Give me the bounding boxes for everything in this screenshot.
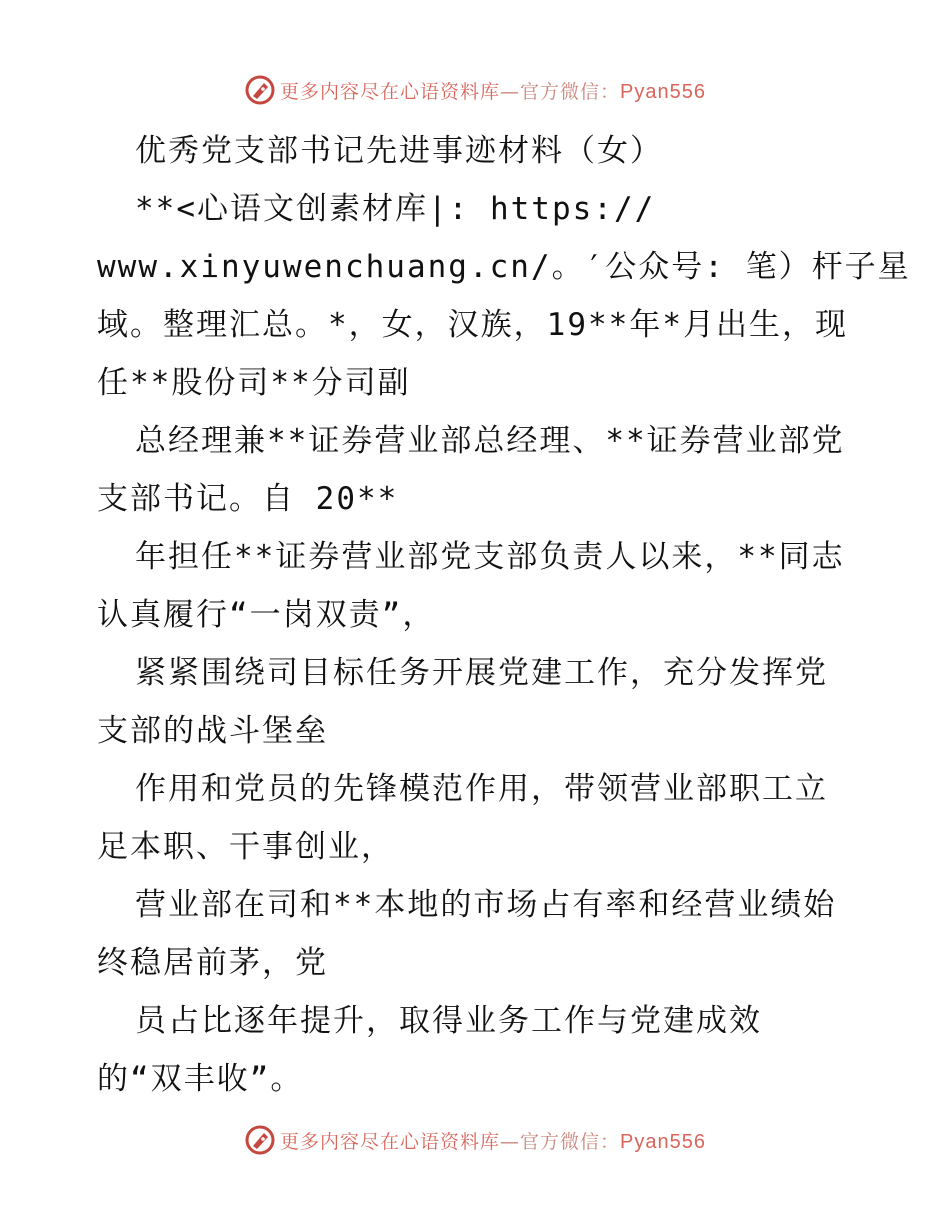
doc-line: 紧紧围绕司目标任务开展党建工作，充分发挥党 (135, 655, 828, 691)
watermark-dash: — (500, 80, 521, 103)
doc-title-line: 优秀党支部书记先进事迹材料（女） (135, 133, 663, 169)
watermark-wechat-id: Pyan556 (620, 1130, 706, 1153)
watermark-text (280, 77, 706, 104)
doc-line: 域。整理汇总。*，女，汉族，19**年*月出生，现 (97, 307, 848, 343)
doc-line: 总经理兼**证券营业部总经理、**证券营业部党 (135, 423, 845, 459)
doc-line: 终稳居前茅，党 (97, 945, 328, 981)
doc-line: 员占比逐年提升，取得业务工作与党建成效 (135, 1003, 762, 1039)
watermark-main-text: 更多内容尽在心语资料库 (280, 80, 501, 103)
doc-line: 足本职、干事创业， (97, 829, 394, 865)
watermark-wechat-label: 官方微信： (520, 80, 621, 103)
doc-line: 营业部在司和**本地的市场占有率和经营业绩始 (135, 887, 837, 923)
doc-line: **<心语文创素材库|: https:// (135, 191, 656, 227)
doc-line: 任**股份司**分司副 (97, 365, 411, 401)
watermark-dash: — (500, 1130, 521, 1153)
doc-line: 支部的战斗堡垒 (97, 713, 328, 749)
doc-line: 作用和党员的先锋模范作用，带领营业部职工立 (135, 771, 828, 807)
doc-line: 支部书记。自 20** (97, 481, 399, 517)
watermark-wechat-label: 官方微信： (520, 1130, 621, 1153)
watermark-text (280, 1127, 706, 1154)
header-watermark-banner (0, 72, 950, 108)
footer-watermark-banner (0, 1122, 950, 1158)
doc-line: 的“双丰收”。 (97, 1061, 304, 1097)
doc-line: 认真履行“一岗双责”， (97, 597, 436, 633)
watermark-main-text: 更多内容尽在心语资料库 (280, 1130, 501, 1153)
document-body (97, 122, 911, 1108)
watermark-wechat-id: Pyan556 (620, 80, 706, 103)
pen-nib-circle-icon (244, 74, 276, 106)
doc-line: www.xinyuwenchuang.cn/。′公众号: 笔）杆子星 (97, 249, 911, 285)
pen-nib-circle-icon (244, 1124, 276, 1156)
doc-line: 年担任**证券营业部党支部负责人以来，**同志 (135, 539, 845, 575)
